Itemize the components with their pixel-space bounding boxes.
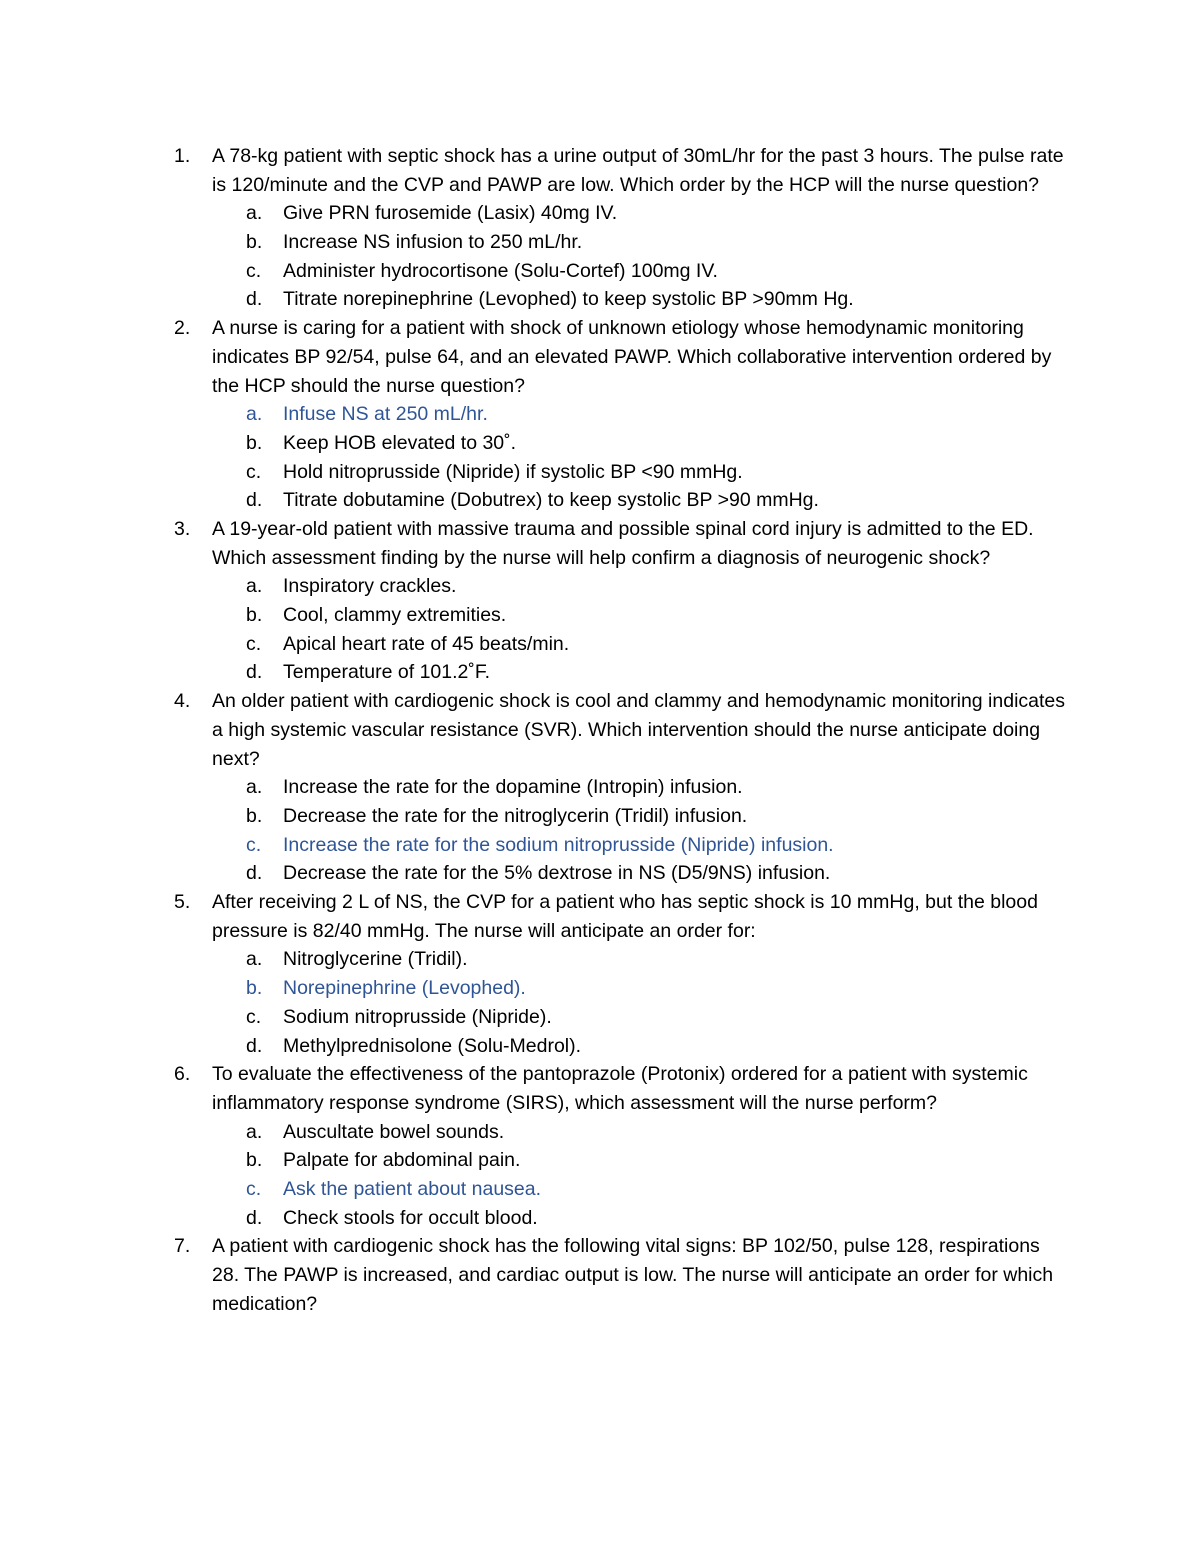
option-letter: b. [246, 804, 263, 827]
option-text: Decrease the rate for the 5% dextrose in NS (D5/9NS) infusion. [283, 862, 831, 885]
question-text: A 19-year-old patient with massive trauma and possible spinal cord injury is admitted to the ED. Which assessment finding by the nurse will help confirm a diagnosis of neurogenic shock? [212, 518, 1034, 569]
option-text: Apical heart rate of 45 beats/min. [283, 632, 570, 655]
answer-options [0, 400, 1200, 515]
question-2 [0, 314, 1200, 515]
answer-options [0, 1118, 1200, 1233]
answer-option [0, 974, 1200, 1003]
answer-option [0, 859, 1200, 888]
question-text: After receiving 2 L of NS, the CVP for a patient who has septic shock is 10 mmHg, but the blood pressure is 82/40 mmHg. The nurse will anticipate an order for: [212, 891, 1038, 942]
option-text: Nitroglycerine (Tridil). [283, 948, 468, 971]
option-text: Auscultate bowel sounds. [283, 1120, 505, 1143]
option-letter: d. [246, 489, 263, 512]
option-text: Titrate dobutamine (Dobutrex) to keep systolic BP >90 mmHg. [283, 489, 819, 512]
answer-option [0, 1118, 1200, 1147]
option-letter: c. [246, 632, 262, 655]
option-text: Infuse NS at 250 mL/hr. [283, 403, 488, 426]
answer-options [0, 945, 1200, 1060]
option-letter: a. [246, 1120, 263, 1143]
question-text: A nurse is caring for a patient with shock of unknown etiology whose hemodynamic monitoring indicates BP 92/54, pulse 64, and an elevated PAWP. Which collaborative intervention ordered by the HCP should the nurse question? [212, 317, 1052, 397]
answer-option [0, 285, 1200, 314]
question-5 [0, 888, 1200, 1060]
option-letter: a. [246, 948, 263, 971]
question-6 [0, 1060, 1200, 1232]
answer-option [0, 1146, 1200, 1175]
option-letter: d. [246, 288, 263, 311]
option-text: Check stools for occult blood. [283, 1206, 538, 1229]
option-letter: b. [246, 604, 263, 627]
question-number: 5. [174, 891, 191, 914]
question-list [0, 142, 1200, 1318]
option-letter: c. [246, 259, 262, 282]
answer-option [0, 1032, 1200, 1061]
answer-option [0, 773, 1200, 802]
option-text: Increase NS infusion to 250 mL/hr. [283, 231, 583, 254]
option-letter: c. [246, 1005, 262, 1028]
option-letter: d. [246, 1034, 263, 1057]
question-text: A 78-kg patient with septic shock has a urine output of 30mL/hr for the past 3 hours. The pulse rate is 120/minute and the CVP and PAWP are low. Which order by the HCP will the nurse question? [212, 145, 1064, 196]
option-text: Titrate norepinephrine (Levophed) to keep systolic BP >90mm Hg. [283, 288, 854, 311]
option-letter: d. [246, 1206, 263, 1229]
option-text: Sodium nitroprusside (Nipride). [283, 1005, 552, 1028]
question-3 [0, 515, 1200, 687]
answer-options [0, 572, 1200, 687]
option-letter: b. [246, 1149, 263, 1172]
option-text: Decrease the rate for the nitroglycerin (Tridil) infusion. [283, 804, 748, 827]
question-number: 7. [174, 1235, 191, 1258]
answer-option [0, 601, 1200, 630]
answer-option [0, 831, 1200, 860]
option-text: Temperature of 101.2˚F. [283, 661, 491, 684]
question-4 [0, 687, 1200, 888]
option-letter: a. [246, 776, 263, 799]
answer-option [0, 199, 1200, 228]
option-text: Administer hydrocortisone (Solu-Cortef) 100mg IV. [283, 259, 718, 282]
answer-option [0, 630, 1200, 659]
option-letter: b. [246, 231, 263, 254]
question-number: 4. [174, 690, 191, 713]
option-letter: c. [246, 1177, 262, 1200]
question-1 [0, 142, 1200, 314]
option-text: Inspiratory crackles. [283, 575, 457, 598]
answer-option [0, 400, 1200, 429]
answer-options [0, 199, 1200, 314]
question-number: 2. [174, 317, 191, 340]
answer-options [0, 773, 1200, 888]
option-text: Methylprednisolone (Solu-Medrol). [283, 1034, 582, 1057]
option-text: Increase the rate for the dopamine (Intropin) infusion. [283, 776, 743, 799]
option-letter: c. [246, 460, 262, 483]
answer-option [0, 658, 1200, 687]
option-letter: b. [246, 977, 263, 1000]
option-text: Ask the patient about nausea. [283, 1177, 542, 1200]
option-text: Palpate for abdominal pain. [283, 1149, 521, 1172]
option-text: Increase the rate for the sodium nitroprusside (Nipride) infusion. [283, 833, 834, 856]
option-text: Norepinephrine (Levophed). [283, 977, 526, 1000]
answer-option [0, 228, 1200, 257]
option-text: Keep HOB elevated to 30˚. [283, 431, 517, 454]
answer-option [0, 429, 1200, 458]
answer-option [0, 458, 1200, 487]
answer-option [0, 1204, 1200, 1233]
answer-option [0, 572, 1200, 601]
question-number: 6. [174, 1063, 191, 1086]
option-letter: b. [246, 431, 263, 454]
answer-option [0, 486, 1200, 515]
question-text: A patient with cardiogenic shock has the following vital signs: BP 102/50, pulse 128, respirations 28. The PAWP is increased, and cardiac output is low. The nurse will anticipate an order for which medication? [212, 1235, 1054, 1315]
answer-option [0, 257, 1200, 286]
question-number: 1. [174, 145, 191, 167]
option-text: Hold nitroprusside (Nipride) if systolic BP <90 mmHg. [283, 460, 743, 483]
answer-option [0, 945, 1200, 974]
question-number: 3. [174, 518, 191, 541]
option-letter: d. [246, 661, 263, 684]
option-letter: a. [246, 202, 263, 225]
answer-option [0, 1003, 1200, 1032]
answer-option [0, 1175, 1200, 1204]
option-letter: a. [246, 403, 263, 426]
option-text: Give PRN furosemide (Lasix) 40mg IV. [283, 202, 618, 225]
option-letter: d. [246, 862, 263, 885]
answer-option [0, 802, 1200, 831]
option-letter: a. [246, 575, 263, 598]
question-7 [0, 1232, 1200, 1318]
question-text: An older patient with cardiogenic shock is cool and clammy and hemodynamic monitoring indicates a high systemic vascular resistance (SVR). Which intervention should the nurse anticipate doing next? [212, 690, 1066, 770]
option-text: Cool, clammy extremities. [283, 604, 507, 627]
question-text: To evaluate the effectiveness of the pantoprazole (Protonix) ordered for a patient with systemic inflammatory response syndrome (SIRS), which assessment will the nurse perform? [212, 1063, 1028, 1114]
option-letter: c. [246, 833, 262, 856]
